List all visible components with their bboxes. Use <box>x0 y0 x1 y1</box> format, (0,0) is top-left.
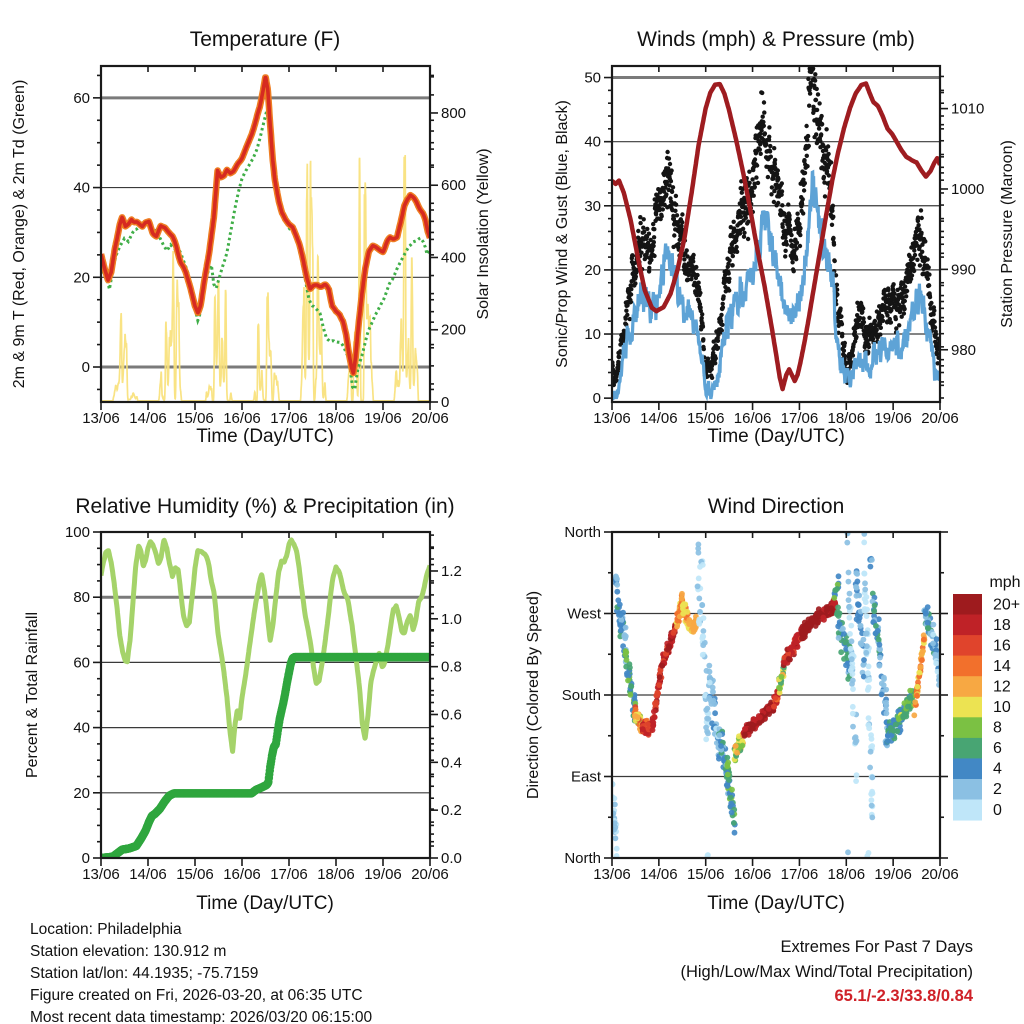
svg-text:15/06: 15/06 <box>176 410 214 427</box>
svg-text:West: West <box>567 605 601 623</box>
svg-text:40: 40 <box>73 719 90 737</box>
station-elevation: Station elevation: 130.912 m <box>30 943 227 960</box>
x-axis-label-winds: Time (Day/UTC) <box>707 426 845 447</box>
svg-text:1010: 1010 <box>951 100 985 118</box>
wind-direction-chart <box>562 524 959 883</box>
svg-text:0.8: 0.8 <box>441 658 462 676</box>
svg-text:17/06: 17/06 <box>780 866 819 883</box>
svg-text:0.4: 0.4 <box>441 754 462 772</box>
svg-text:60: 60 <box>73 654 90 672</box>
svg-text:0: 0 <box>81 359 90 377</box>
svg-text:1.2: 1.2 <box>441 562 462 580</box>
figure-created: Figure created on Fri, 2026-03-20, at 06:35 UTC <box>30 987 363 1004</box>
chart-title-temperature: Temperature (F) <box>189 28 341 51</box>
svg-text:80: 80 <box>73 589 90 607</box>
svg-text:17/06: 17/06 <box>270 410 308 427</box>
colorbar-tick-label: 10 <box>993 699 1011 716</box>
svg-text:18/06: 18/06 <box>317 866 355 883</box>
svg-text:13/06: 13/06 <box>82 410 120 427</box>
humidity-series <box>101 540 430 752</box>
svg-text:1.0: 1.0 <box>441 610 462 628</box>
chart-title-humidity-precip: Relative Humidity (%) & Precipitation (in) <box>75 495 455 518</box>
colorbar-tick-label: 8 <box>993 719 1002 737</box>
colorbar-tick-label: 16 <box>993 637 1011 655</box>
station-latlon: Station lat/lon: 44.1935; -75.7159 <box>30 965 259 982</box>
svg-text:17/06: 17/06 <box>270 866 308 883</box>
svg-text:South: South <box>561 687 601 704</box>
chart-title-winds-pressure: Winds (mph) & Pressure (mb) <box>637 28 915 51</box>
svg-text:19/06: 19/06 <box>364 866 402 883</box>
colorbar-tick-label: 18 <box>993 616 1011 634</box>
x-axis-label-humidity: Time (Day/UTC) <box>196 893 334 914</box>
svg-text:30: 30 <box>584 197 601 215</box>
svg-text:18/06: 18/06 <box>317 410 355 427</box>
humidity-precip-chart-series <box>97 540 434 862</box>
svg-text:19/06: 19/06 <box>874 410 912 427</box>
svg-text:14/06: 14/06 <box>640 410 678 427</box>
svg-text:16/06: 16/06 <box>223 866 261 883</box>
direction-scatter-series <box>609 529 943 859</box>
colorbar-tick-label: 6 <box>993 740 1002 758</box>
wind-direction-chart-frame <box>562 524 959 883</box>
colorbar-tick-label: 2 <box>993 781 1002 799</box>
svg-text:20/06: 20/06 <box>411 410 449 427</box>
svg-text:14/06: 14/06 <box>129 866 167 883</box>
svg-text:North: North <box>564 524 601 541</box>
y-axis-label-direction-left: Direction (Colored By Speed) <box>525 590 542 800</box>
wind-direction-chart-series <box>609 529 943 859</box>
data-timestamp: Most recent data timestamp: 2026/03/20 06:15:00 <box>30 1009 373 1024</box>
svg-text:20/06: 20/06 <box>921 410 959 427</box>
temp-2m-series <box>101 78 430 374</box>
svg-text:17/06: 17/06 <box>780 410 819 427</box>
extremes-block <box>680 935 973 1009</box>
svg-text:20/06: 20/06 <box>411 866 449 883</box>
svg-text:18/06: 18/06 <box>827 410 866 427</box>
extremes-legend: (High/Low/Max Wind/Total Precipitation) <box>680 962 973 981</box>
svg-text:980: 980 <box>951 341 977 359</box>
svg-text:North: North <box>564 850 601 867</box>
winds-pressure-chart <box>584 66 984 427</box>
svg-text:0.0: 0.0 <box>441 850 462 867</box>
svg-text:13/06: 13/06 <box>593 410 631 427</box>
chart-title-wind-direction: Wind Direction <box>707 495 845 518</box>
svg-text:15/06: 15/06 <box>176 866 214 883</box>
svg-text:16/06: 16/06 <box>733 866 772 883</box>
svg-text:0: 0 <box>81 850 90 867</box>
y-axis-label-percent-left: Percent & Total Rainfall <box>24 611 41 779</box>
svg-text:990: 990 <box>951 261 977 279</box>
svg-text:16/06: 16/06 <box>223 410 261 427</box>
y-axis-label-wind-left: Sonic/Prop Wind & Gust (Blue, Black) <box>554 100 571 368</box>
y-axis-label-temperature-left: 2m & 9m T (Red, Orange) & 2m Td (Green) <box>11 79 28 389</box>
svg-text:0: 0 <box>592 390 601 408</box>
svg-text:60: 60 <box>73 89 90 107</box>
speed-colorbar <box>953 594 1020 821</box>
svg-text:100: 100 <box>64 524 90 541</box>
svg-text:20: 20 <box>73 269 90 287</box>
extremes-values: 65.1/-2.3/33.8/0.84 <box>834 987 973 1005</box>
svg-text:19/06: 19/06 <box>874 866 912 883</box>
svg-text:13/06: 13/06 <box>593 866 631 883</box>
svg-text:19/06: 19/06 <box>364 410 402 427</box>
svg-text:18/06: 18/06 <box>827 866 866 883</box>
svg-text:0: 0 <box>441 394 450 411</box>
colorbar-tick-label: 20+ <box>993 596 1021 614</box>
precip-dots-series <box>97 653 434 862</box>
humidity-precip-chart <box>65 524 462 883</box>
solar-insolation-series <box>101 155 430 401</box>
svg-text:20/06: 20/06 <box>921 866 959 883</box>
x-axis-label-temperature: Time (Day/UTC) <box>196 426 334 447</box>
colorbar-tick-label: 4 <box>993 760 1002 778</box>
svg-text:13/06: 13/06 <box>82 866 120 883</box>
gust-dots-series <box>610 66 942 387</box>
colorbar-units-label: mph <box>989 574 1021 591</box>
svg-text:10: 10 <box>584 326 601 344</box>
svg-text:20: 20 <box>584 261 601 279</box>
svg-text:15/06: 15/06 <box>686 410 725 427</box>
svg-text:200: 200 <box>441 321 467 339</box>
colorbar-tick-label: 0 <box>993 801 1002 819</box>
svg-text:14/06: 14/06 <box>129 410 167 427</box>
svg-text:1000: 1000 <box>951 180 985 198</box>
y-axis-label-pressure-right: Station Pressure (Maroon) <box>999 140 1016 328</box>
station-location: Location: Philadelphia <box>30 921 182 938</box>
station-info-block <box>30 919 372 1024</box>
colorbar-tick-label: 14 <box>993 657 1011 675</box>
y-axis-label-solar-right: Solar Insolation (Yellow) <box>475 148 492 320</box>
svg-text:400: 400 <box>441 249 467 267</box>
svg-text:16/06: 16/06 <box>733 410 772 427</box>
svg-text:0.2: 0.2 <box>441 802 462 820</box>
temperature-chart-series <box>101 78 430 401</box>
svg-text:15/06: 15/06 <box>686 866 725 883</box>
colorbar-tick-label: 12 <box>993 678 1011 696</box>
svg-text:East: East <box>570 768 601 786</box>
svg-text:40: 40 <box>584 133 601 151</box>
svg-text:600: 600 <box>441 177 467 195</box>
svg-text:14/06: 14/06 <box>640 866 678 883</box>
svg-text:0.6: 0.6 <box>441 706 462 724</box>
winds-pressure-chart-series <box>610 66 942 397</box>
svg-text:800: 800 <box>441 104 467 122</box>
extremes-title: Extremes For Past 7 Days <box>780 938 973 956</box>
svg-text:40: 40 <box>73 179 90 197</box>
temperature-chart <box>73 66 466 427</box>
svg-text:50: 50 <box>584 69 601 87</box>
x-axis-label-direction: Time (Day/UTC) <box>707 893 845 914</box>
svg-text:20: 20 <box>73 784 90 802</box>
